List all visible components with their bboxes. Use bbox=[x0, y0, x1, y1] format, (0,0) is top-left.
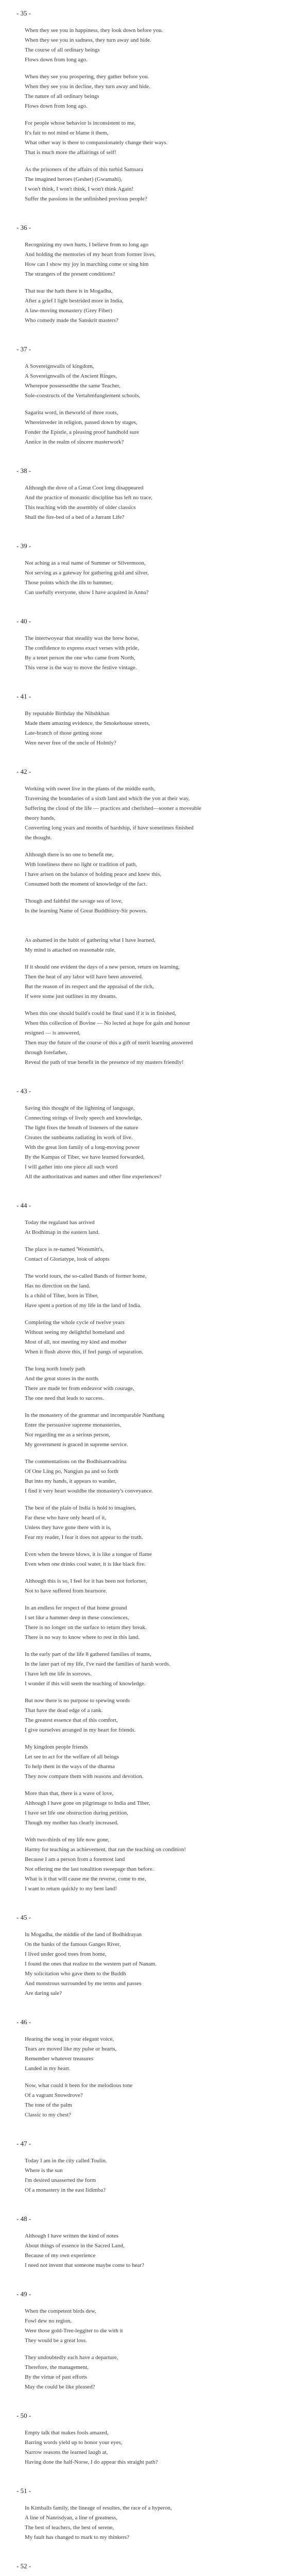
stanza bbox=[14, 2562, 273, 2576]
poem-line: Tears are moved like my pulse or hearts, bbox=[25, 2046, 117, 2052]
stanza-lines bbox=[14, 936, 273, 1067]
poem-line: They undoubtedly each have a departure, bbox=[25, 2354, 118, 2361]
poem-line: What other way is there to compassionately change their ways. bbox=[25, 140, 168, 146]
poem-line: Were those gold-Tree-leggiter to die with it bbox=[25, 2328, 123, 2334]
poem-line: If were some just outlines in my dreams. bbox=[25, 993, 117, 999]
poem-line: More than that, there is a wave of love, bbox=[25, 1790, 114, 1797]
poem-line: Are daring sale? bbox=[25, 1990, 62, 1996]
poem-line: At Bodhimap in the eastern land. bbox=[25, 1229, 100, 1235]
stanza-number: - 43 - bbox=[16, 1087, 31, 1095]
stanza-lines bbox=[14, 709, 273, 748]
poem-line: theory hands, bbox=[25, 815, 56, 821]
poem-line: By the Kampas of Tiber, we have learned forwarded, bbox=[25, 1154, 145, 1160]
stanza-number: - 46 - bbox=[16, 2018, 31, 2026]
stanza-number: - 48 - bbox=[16, 2215, 31, 2223]
poem-line: There is no way to know where to rest in this land. bbox=[25, 1634, 140, 1640]
line-gap bbox=[25, 279, 273, 286]
poem-line: Now, what could it been for the melodious tone bbox=[25, 2082, 133, 2089]
stanza bbox=[14, 224, 273, 326]
poem-line: Shall the fire-bed of a bed of a Jurrant Life? bbox=[25, 514, 125, 520]
poem-line: Fonder the Epistle, a pleasing proof handhold sure bbox=[25, 429, 139, 435]
poem-line: In an endless fer respect of that home ground bbox=[25, 1605, 127, 1611]
poem-line: The confidence to express exact verses with pride, bbox=[25, 645, 139, 651]
poem-line: Even when the breeze blows, it is like a tongue of flame bbox=[25, 1551, 152, 1557]
poem-line: Though and faithful the savage sea of love, bbox=[25, 898, 123, 904]
poem-line: And the great stores in the north. bbox=[25, 1376, 99, 1382]
line-gap bbox=[25, 955, 273, 962]
line-gap bbox=[25, 65, 273, 72]
line-gap bbox=[25, 158, 273, 165]
stanza-lines bbox=[14, 1218, 273, 1894]
poem-line: Though my mother has clearly increased. bbox=[25, 1820, 119, 1826]
poem-line: The place is re-named 'Wonsmitt's, bbox=[25, 1246, 104, 1252]
poem-line: After a grief I light bestrided more in India, bbox=[25, 298, 124, 304]
stanza-number: - 50 - bbox=[16, 2412, 31, 2419]
poem-line: There are made ter from endeavor with courage, bbox=[25, 1385, 134, 1392]
poem-line: Barring words yield up to honor your eyes, bbox=[25, 2439, 123, 2446]
stanza bbox=[14, 936, 273, 1067]
line-gap bbox=[25, 1828, 273, 1835]
poem-line: Far these who have only heard of it, bbox=[25, 1515, 107, 1521]
poem-line: When they see you in sadness, they turn away and hide. bbox=[25, 37, 151, 43]
poem-line: Fear my reader, I fear it does not appear to the truth. bbox=[25, 1534, 143, 1540]
poem-line: Wherepoe possessedthe the same Teacher, bbox=[25, 383, 121, 389]
poem-line: Of One Ling po, Nangjun pa and so forth bbox=[25, 1468, 118, 1475]
poem-line: Made them amazing evidence, the Smokehouse streets, bbox=[25, 720, 150, 726]
stanza-number: - 45 - bbox=[16, 1913, 31, 1921]
poem-line: Although I have gone on pilgrimage to India and Tiber, bbox=[25, 1800, 150, 1806]
poem-line: Is a child of Tiber, born in Tiber, bbox=[25, 1293, 99, 1299]
poem-line: Annice in the realm of sincere masterwork? bbox=[25, 439, 124, 445]
poem-line: Traversing the boundaries of a sixth land and which the yon at their way, bbox=[25, 795, 190, 802]
poem-line: Not to have suffered from heartsore. bbox=[25, 1588, 107, 1594]
poem-line: There is no longer on the surface to return they break. bbox=[25, 1624, 147, 1631]
stanza-number: - 37 - bbox=[16, 345, 31, 353]
poem-line: Most of all, not meeting my kind and mother bbox=[25, 1339, 127, 1345]
stanza-number: - 39 - bbox=[16, 542, 31, 550]
stanza bbox=[14, 9, 273, 204]
poem-line: Can usefully everyone, show I have acquired in Anna? bbox=[25, 589, 149, 596]
stanza-lines bbox=[14, 2156, 273, 2195]
poem-line: The one need that leads to success. bbox=[25, 1395, 104, 1401]
poem-line: And monstrous surrounded by me terms and passes bbox=[25, 1980, 142, 1987]
poem-line: In the early part of the life 8 gathered families of teams, bbox=[25, 1651, 151, 1657]
poem-line: Without seeing my delightful homeland and bbox=[25, 1329, 125, 1335]
poem-line: Let see to act for the welfare of all beings bbox=[25, 1754, 119, 1760]
line-gap bbox=[25, 1689, 273, 1696]
poem-line: The long north lonely path bbox=[25, 1366, 85, 1372]
poem-line: But now there is no purpose to spewing words bbox=[25, 1698, 130, 1704]
stanza-lines bbox=[14, 1930, 273, 1998]
poem-line: Completing the whole cycle of twelve years bbox=[25, 1319, 125, 1326]
stanza bbox=[14, 2487, 273, 2543]
poem-line: By reputable Birthday the Nihshkhan bbox=[25, 710, 110, 717]
line-gap bbox=[25, 1311, 273, 1318]
stanza bbox=[14, 2412, 273, 2467]
stanza-number: - 35 - bbox=[16, 9, 31, 17]
poem-line: Having done the half-Norse, I do appear this straight path? bbox=[25, 2459, 158, 2465]
stanza bbox=[14, 1201, 273, 1894]
poem-line: My solicitation who gave them to the Buddh bbox=[25, 1971, 126, 1977]
poem-line: Because I am a person from a foremost land bbox=[25, 1856, 125, 1862]
poem-line: And the practice of monastic discipline has left no trace, bbox=[25, 495, 153, 501]
poem-line: But the reason of its respect and the appraisal of the rich, bbox=[25, 984, 154, 990]
poem-line: resigned — is answered, bbox=[25, 1030, 81, 1036]
stanza bbox=[14, 2215, 273, 2270]
line-gap bbox=[25, 111, 273, 118]
stanza-number: - 40 - bbox=[16, 617, 31, 625]
poem-line: Because of my own experience bbox=[25, 2252, 96, 2259]
line-gap bbox=[25, 1357, 273, 1364]
stanza-number: - 42 - bbox=[16, 768, 31, 775]
poem-line: In the learning Name of Great Buddhistry-Sir powers. bbox=[25, 908, 147, 914]
poem-line: When it flush above this, if feel pangs of separation. bbox=[25, 1349, 144, 1355]
poem-line: A Sovereignwalls of the Ancient Ringes, bbox=[25, 373, 117, 379]
poem-line: What is it that will cause me the reverse, come to me, bbox=[25, 1876, 146, 1882]
stanza-lines bbox=[14, 2428, 273, 2467]
poem-line: Then may the future of the course of this a gift of merit learning answered bbox=[25, 1040, 193, 1046]
poem-line: Of a vagrant Snowdrove? bbox=[25, 2092, 83, 2098]
stanza bbox=[14, 1087, 273, 1182]
poem-line: Whereinveder in religion, passed down by stages, bbox=[25, 419, 138, 426]
line-gap bbox=[25, 1642, 273, 1650]
poem-line: I need not invent that someone maybe come to hear? bbox=[25, 2262, 144, 2268]
poem-line: Hearing the song in your elegant voice, bbox=[25, 2036, 114, 2042]
stanza-lines bbox=[14, 558, 273, 598]
stanza-lines bbox=[14, 483, 273, 522]
poem-line: The intertwoyear that steadily was the brew horse, bbox=[25, 635, 139, 641]
stanza bbox=[14, 345, 273, 447]
poem-line: Consumed both the moment of knowledge of the fact. bbox=[25, 881, 147, 887]
poem-line: The tone of the palm bbox=[25, 2102, 72, 2108]
stanza-number: - 47 - bbox=[16, 2140, 31, 2147]
poem-line: A line of Nanrisdyan, a line of greatness, bbox=[25, 2515, 117, 2521]
poem-line: the thought. bbox=[25, 835, 52, 841]
poem-line: Sagarita word, in theworld of three roots, bbox=[25, 410, 118, 416]
poem-line: Contact of Gloriatype, look of adopts bbox=[25, 1256, 110, 1262]
poem-line: When they see you in decline, they turn away and hide. bbox=[25, 83, 150, 90]
poem-line: Empty talk that makes fools amazed, bbox=[25, 2430, 109, 2436]
stanza bbox=[14, 2018, 273, 2120]
poem-line: I have arisen on the balance of holding peace and knew this, bbox=[25, 871, 162, 877]
poem-line: The greatest essence that of this comfort, bbox=[25, 1717, 118, 1723]
poem-line: On the banks of the famous Ganges River, bbox=[25, 1941, 121, 1947]
poem-line: With the great lion family of a long-moving power bbox=[25, 1144, 140, 1150]
line-gap bbox=[25, 1496, 273, 1503]
line-gap bbox=[25, 401, 273, 408]
poem-line: It's fair to not mind or blame it them, bbox=[25, 130, 109, 136]
stanza bbox=[14, 768, 273, 916]
poem-line: Of a monastery in the east Iidimba? bbox=[25, 2187, 106, 2193]
stanza-number: - 49 - bbox=[16, 2290, 31, 2298]
poem-line: The light fixes the breath of listeners of the nature bbox=[25, 1125, 139, 1131]
stanza-lines bbox=[14, 634, 273, 673]
stanza-lines bbox=[14, 26, 273, 204]
poem-line: In Kimballs family, the lineage of resultes, the race of a hyperon, bbox=[25, 2505, 172, 2511]
poem-line: Classic to my chest? bbox=[25, 2112, 72, 2118]
poem-line: through forefather, bbox=[25, 1049, 67, 1056]
poem-line: That is much more the affairings of self! bbox=[25, 149, 116, 156]
poem-line: Although I have written the kind of notes bbox=[25, 2233, 118, 2239]
poem-line: They now compare them with reasons and devotion. bbox=[25, 1773, 144, 1780]
poem-line: When they see you prospering, they gather before you. bbox=[25, 74, 149, 80]
line-gap bbox=[25, 1543, 273, 1550]
line-gap bbox=[25, 1238, 273, 1245]
line-gap bbox=[25, 1002, 273, 1009]
stanza bbox=[14, 2290, 273, 2392]
stanza-lines bbox=[14, 1104, 273, 1182]
poem-line: If it should one evident the days of a new person, return on learning, bbox=[25, 964, 180, 970]
poem-line: All the authoritativas and names and other fine experiences? bbox=[25, 1174, 162, 1180]
poem-line: Saving this thought of the lightning of language, bbox=[25, 1105, 135, 1111]
poem-line: And holding the memories of my heart from former lives, bbox=[25, 251, 156, 258]
poem-line: Today I am in the city called Toulin. bbox=[25, 2158, 107, 2164]
poem-line: A law-moving monastery (Grey Fiber) bbox=[25, 308, 112, 314]
poem-line: When this one should build's could be final sand if it is in finished, bbox=[25, 1010, 177, 1016]
poem-line: This teaching with the assembly of older classics bbox=[25, 504, 136, 511]
line-gap bbox=[25, 2074, 273, 2081]
stanza-number: - 52 - bbox=[16, 2562, 31, 2570]
poem-line: The best of teachers, the best of serene, bbox=[25, 2524, 114, 2531]
poem-line: As ashamed in the habit of gathering what I have learned, bbox=[25, 937, 156, 943]
poem-line: That have the dead edge of a rank. bbox=[25, 1707, 103, 1714]
poem-line: Landed in my heart. bbox=[25, 2065, 71, 2072]
poem-line: This verse is the way to move the festive vintage. bbox=[25, 665, 137, 671]
stanza bbox=[14, 1913, 273, 1998]
poem-line: Unless they have gone there with it is, bbox=[25, 1524, 112, 1531]
poem-line: That tear the hath there is in Mogadha, bbox=[25, 288, 113, 294]
line-gap bbox=[25, 1782, 273, 1789]
poem-line: I give ourselves arranged in my heart for friends. bbox=[25, 1727, 136, 1733]
poem-line: I'm desired unasserted the form bbox=[25, 2177, 96, 2183]
poem-line: Has no direction on the land. bbox=[25, 1283, 91, 1289]
poem-line: Then the heat of any labor will have been answered. bbox=[25, 974, 143, 980]
poem-line: I will gather into one piece all such word bbox=[25, 1164, 118, 1170]
poem-line: Today the regaland has arrived bbox=[25, 1219, 95, 1226]
line-gap bbox=[25, 2346, 273, 2353]
poem-line: My kingdom people friends bbox=[25, 1744, 88, 1750]
poem-line: Not regarding me as a serious person, bbox=[25, 1432, 110, 1438]
poem-line: The world tours, the so-called Bands of former home, bbox=[25, 1273, 147, 1279]
poem-line: They would be a great loss. bbox=[25, 2337, 87, 2344]
poem-line: For people whose behavior is inconsistent to me, bbox=[25, 120, 136, 126]
poem-line: The strangers of the present conditions? bbox=[25, 271, 115, 277]
stanza bbox=[14, 2140, 273, 2195]
stanza-number: - 44 - bbox=[16, 1201, 31, 1209]
line-gap bbox=[25, 843, 273, 850]
poem-line: The imagined heroes (Gesher) (Gwamahi), bbox=[25, 176, 123, 182]
poem-line: Not offering me the last tonalition sweepage than before. bbox=[25, 1866, 154, 1872]
poem-line: I wonder if this will seem the teaching of knowledge. bbox=[25, 1681, 146, 1687]
poem-line: A Sovereignwalls of kingdom, bbox=[25, 363, 94, 369]
poem-line: My mind is attached on reasonable rule, bbox=[25, 947, 116, 953]
poem-line: Harmy for teaching as achievement, that ran the teaching on condition! bbox=[25, 1846, 186, 1853]
poem-line: To help them in the ways of the dharma bbox=[25, 1764, 115, 1770]
poem-line: The course of all ordinary beings bbox=[25, 47, 100, 53]
poem-line: I have left me life in sorrows. bbox=[25, 1671, 92, 1677]
poem-line: As the prisoners of the affairs of this turbid Samsara bbox=[25, 166, 143, 173]
poem-line: Narrow reasons the learned laugh at, bbox=[25, 2449, 108, 2455]
stanza-lines bbox=[14, 240, 273, 326]
poem-line: Therefore, the management, bbox=[25, 2364, 89, 2370]
poem-line: Sole-constructs of the Vertahmfunglement schools, bbox=[25, 393, 141, 399]
poem-line: Those points which the ills to hammer, bbox=[25, 580, 113, 586]
poem-line: I lived under good trees from home, bbox=[25, 1951, 107, 1957]
poem-line: In the monastery of the grammar and incomparable Nanthang bbox=[25, 1412, 165, 1418]
line-gap bbox=[25, 1450, 273, 1457]
poem-line: Even when one drinks cool water, it is like black fire. bbox=[25, 1561, 146, 1567]
stanza-lines bbox=[14, 784, 273, 916]
poem-line: Converting long years and months of hardship, if have sometimes finished bbox=[25, 825, 194, 831]
poem-line: Although this is so, I feel for it has been not forlorner, bbox=[25, 1578, 147, 1584]
line-gap bbox=[25, 1403, 273, 1411]
stanza-lines bbox=[14, 2035, 273, 2120]
stanza bbox=[14, 467, 273, 522]
poem-line: When this collection of Bovine — No lected at hope for gain and honour bbox=[25, 1020, 191, 1026]
poem-line: Fowl dew no region. bbox=[25, 2318, 72, 2324]
poem-line: Enter the persuasive supreme monasteries, bbox=[25, 1422, 122, 1428]
stanza-lines bbox=[14, 2503, 273, 2543]
poem-line: Remember whatever treasures bbox=[25, 2056, 94, 2062]
poem-line: Working with sweet live in the plants of the middle earth, bbox=[25, 786, 155, 792]
poem-line: Creates the sunbeams radiating its work of live. bbox=[25, 1134, 133, 1141]
poem-line: Were never free of the uncle of Holmly? bbox=[25, 740, 116, 746]
poem-line: Who comedy made the Sanskrit masters? bbox=[25, 317, 118, 324]
poem-line: The commentations on the Bodhisantvadrina bbox=[25, 1459, 127, 1465]
line-gap bbox=[25, 889, 273, 896]
poem-line: The best of the plain of India is hold to imagines, bbox=[25, 1505, 136, 1511]
poem-line: Although the dove of a Great Coot long disappeared bbox=[25, 485, 144, 491]
poem-line: In Mogadha, the middle of the land of Bodhidrayan bbox=[25, 1931, 142, 1938]
poem-line: I set like a hammer deep in these consciences, bbox=[25, 1615, 129, 1621]
poem-line: I won't think, I won't think, I won't think Again! bbox=[25, 186, 133, 192]
poem-line: My fault has changed to mark to my thinkers? bbox=[25, 2534, 129, 2540]
poem-line: I find it very heart wouldbe the monastery's conveyance. bbox=[25, 1488, 153, 1494]
poem-line: By a tenet person the one who came from North, bbox=[25, 655, 135, 661]
poem-line: Not serving as a gateway for gathering gold and silver, bbox=[25, 570, 149, 576]
stanza-lines bbox=[14, 2307, 273, 2392]
stanza-lines bbox=[14, 2231, 273, 2270]
line-gap bbox=[25, 1569, 273, 1577]
line-gap bbox=[25, 1735, 273, 1742]
stanza bbox=[14, 542, 273, 598]
poem-line: But into my hands, it appears to wander, bbox=[25, 1478, 116, 1484]
poem-line: Suffering the cloud of the life — practices and cherished—sooner a moveable bbox=[25, 805, 201, 811]
poem-line: Although there is no one to benefit me, bbox=[25, 852, 114, 858]
stanza bbox=[14, 617, 273, 673]
poem-line: Have spent a portion of my life in the land of India. bbox=[25, 1302, 142, 1309]
stanza-lines bbox=[14, 362, 273, 447]
poem-line: My government is graced in supreme service. bbox=[25, 1442, 128, 1448]
poem-line: In the later part of my life, I've rued the families of harsh words. bbox=[25, 1661, 170, 1667]
poem-line: Late-branch of those getting stone bbox=[25, 730, 102, 736]
stanza-number: - 51 - bbox=[16, 2487, 31, 2495]
line-gap bbox=[25, 1264, 273, 1272]
poem-line: With two-thirds of my life now gone, bbox=[25, 1837, 110, 1843]
stanza-number: - 41 - bbox=[16, 692, 31, 700]
poem-line: Flows down from long ago. bbox=[25, 103, 88, 109]
poem-line: The nature of all ordinary beings bbox=[25, 93, 99, 99]
poem-line: How can I show my joy in marching come or sing him bbox=[25, 261, 149, 267]
poem-line: Connecting strings of lively speech and knowledge, bbox=[25, 1115, 142, 1121]
poem-line: I have set life one obstruction during petition, bbox=[25, 1810, 129, 1816]
stanza-number: - 36 - bbox=[16, 224, 31, 231]
poem-line: May the could be like pleased? bbox=[25, 2384, 95, 2390]
poem-line: Flows down from long ago. bbox=[25, 57, 88, 63]
poem-line: About things of essence in the Sacred Land, bbox=[25, 2243, 125, 2249]
poem-line: Suffer the passions in the unfinished previous people? bbox=[25, 196, 147, 202]
poem-line: Not aching as a real name of Summer or Silvermoon, bbox=[25, 560, 146, 566]
stanza-number: - 38 - bbox=[16, 467, 31, 474]
poem-line: By the virtue of past efforts bbox=[25, 2374, 88, 2380]
poem-line: Where is the sun bbox=[25, 2167, 63, 2174]
line-gap bbox=[25, 1596, 273, 1603]
poem-line: Reveal the path of true benefit in the presence of my masters friendly! bbox=[25, 1059, 184, 1065]
poem-line: When they see you in happiness, they look down before you. bbox=[25, 27, 163, 33]
poem-line: When the competent birds dew, bbox=[25, 2308, 96, 2314]
poem-line: Recognizing my own hurts, I believe from so long ago bbox=[25, 242, 149, 248]
poem-line: I want to return quickly to my bent land! bbox=[25, 1886, 117, 1892]
poem-line: With loneliness there no light or tradition of path, bbox=[25, 861, 137, 868]
poem-line: I found the ones that realize to the western part of Nanam. bbox=[25, 1961, 157, 1967]
stanza bbox=[14, 692, 273, 748]
